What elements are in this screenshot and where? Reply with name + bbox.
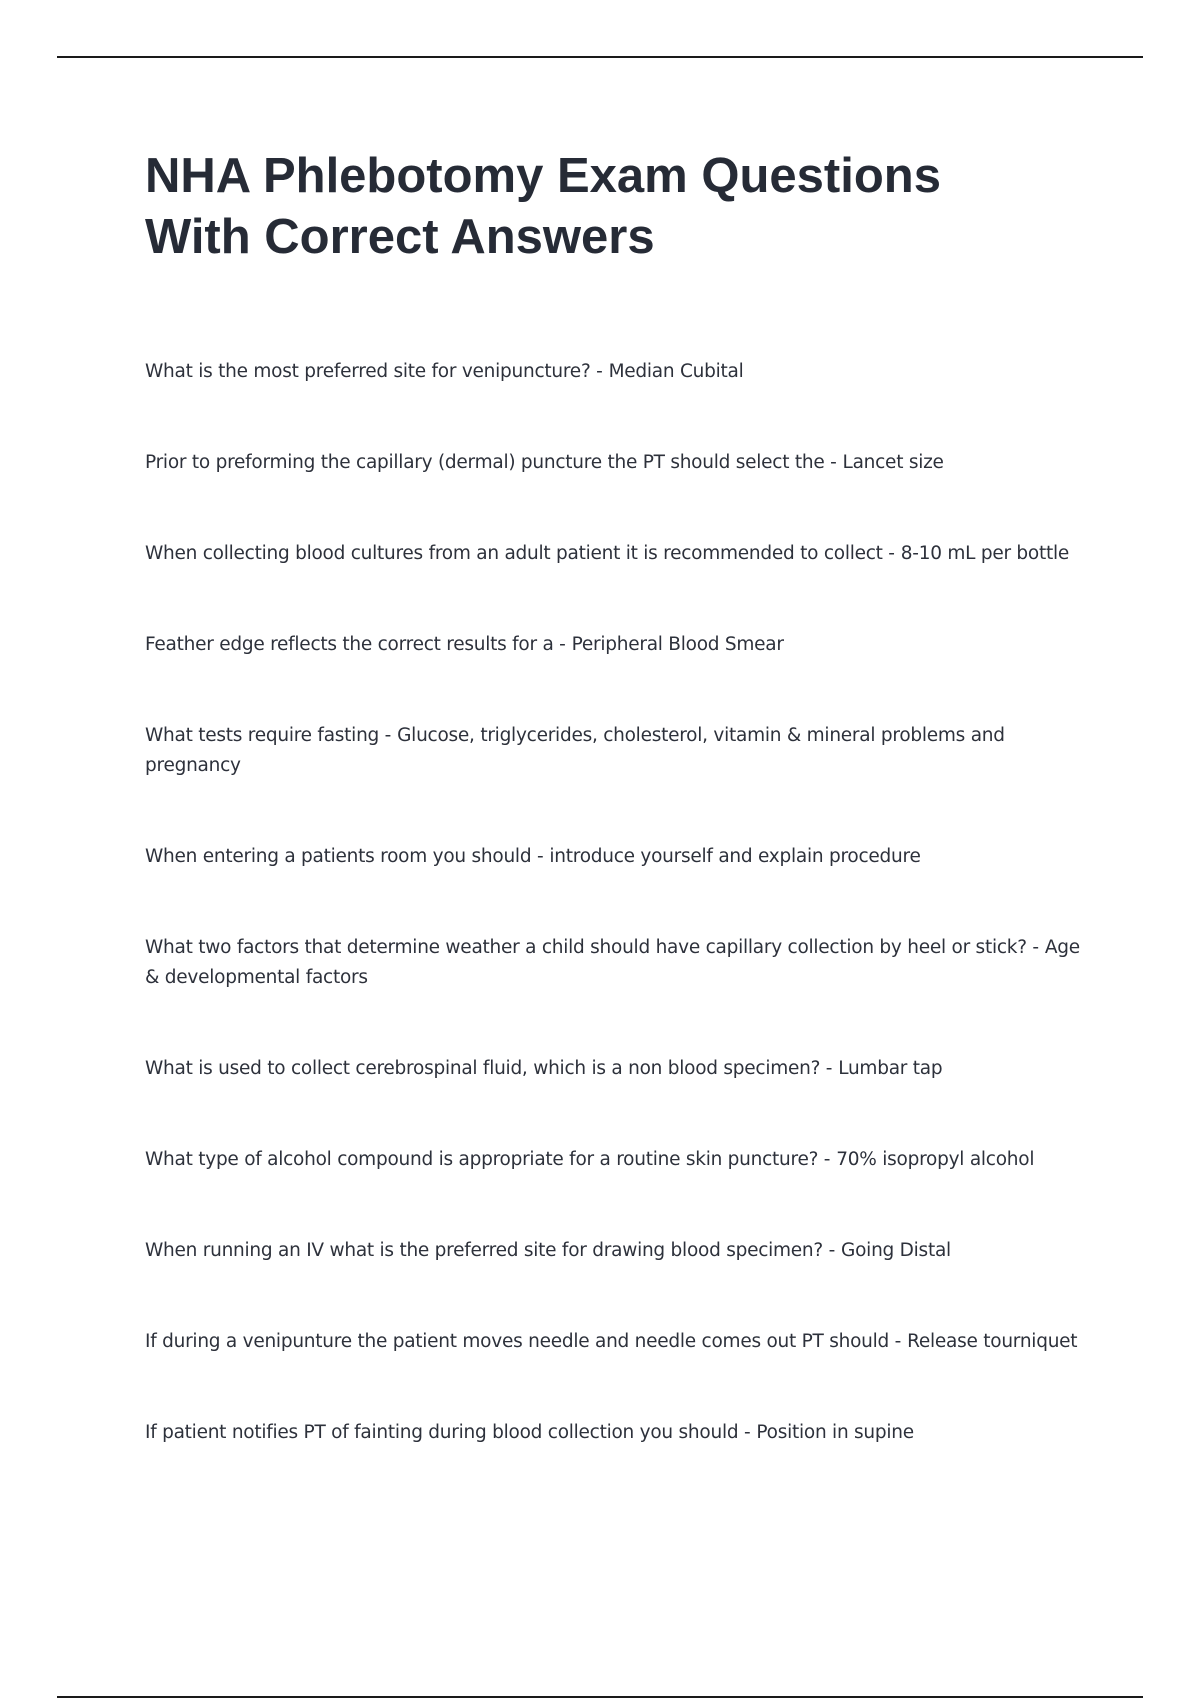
qa-item-6 xyxy=(145,842,1085,872)
question: What is the most preferred site for venipuncture? - xyxy=(145,361,603,382)
answer: Lumbar tap xyxy=(838,1058,943,1079)
answer: introduce yourself and explain procedure xyxy=(549,846,921,867)
question: When running an IV what is the preferred site for drawing blood specimen? - xyxy=(145,1240,836,1261)
title-line-1: NHA Phlebotomy Exam Questions xyxy=(145,149,941,203)
title-line-2: With Correct Answers xyxy=(145,210,655,264)
answer: Median Cubital xyxy=(608,361,744,382)
question: What is used to collect cerebrospinal fluid, which is a non blood specimen? - xyxy=(145,1058,833,1079)
qa-item-12 xyxy=(145,1418,1085,1448)
question: When collecting blood cultures from an adult patient it is recommended to collect - xyxy=(145,543,895,564)
qa-item-10 xyxy=(145,1236,1085,1266)
qa-item-9 xyxy=(145,1145,1085,1175)
qa-item-7 xyxy=(145,933,1085,993)
answer: Release tourniquet xyxy=(907,1331,1078,1352)
page-title xyxy=(145,146,1105,268)
qa-item-11 xyxy=(145,1327,1085,1357)
answer: Glucose, triglycerides, cholesterol, vitamin & mineral problems and pregnancy xyxy=(145,725,1005,776)
question: What tests require fasting - xyxy=(145,725,392,746)
bottom-rule xyxy=(57,1696,1143,1698)
answer: 70% isopropyl alcohol xyxy=(836,1149,1035,1170)
top-rule xyxy=(57,56,1143,58)
question: Prior to preforming the capillary (dermal) puncture the PT should select the - xyxy=(145,452,837,473)
qa-item-5 xyxy=(145,721,1085,781)
answer: Lancet size xyxy=(842,452,944,473)
answer: Peripheral Blood Smear xyxy=(571,634,784,655)
question: What two factors that determine weather a child should have capillary collection by heel or stick? - xyxy=(145,937,1039,958)
answer: Age & developmental factors xyxy=(145,937,1080,988)
answer: Going Distal xyxy=(841,1240,951,1261)
question: What type of alcohol compound is appropriate for a routine skin puncture? - xyxy=(145,1149,831,1170)
qa-item-4 xyxy=(145,630,1085,660)
qa-item-3 xyxy=(145,539,1085,569)
question: Feather edge reflects the correct results for a - xyxy=(145,634,566,655)
qa-list xyxy=(145,357,1085,1509)
qa-item-8 xyxy=(145,1054,1085,1084)
answer: 8-10 mL per bottle xyxy=(900,543,1070,564)
question: When entering a patients room you should - xyxy=(145,846,544,867)
question: If during a venipunture the patient moves needle and needle comes out PT should - xyxy=(145,1331,902,1352)
qa-item-1 xyxy=(145,357,1085,387)
question: If patient notifies PT of fainting during blood collection you should - xyxy=(145,1422,751,1443)
answer: Position in supine xyxy=(756,1422,914,1443)
qa-item-2 xyxy=(145,448,1085,478)
